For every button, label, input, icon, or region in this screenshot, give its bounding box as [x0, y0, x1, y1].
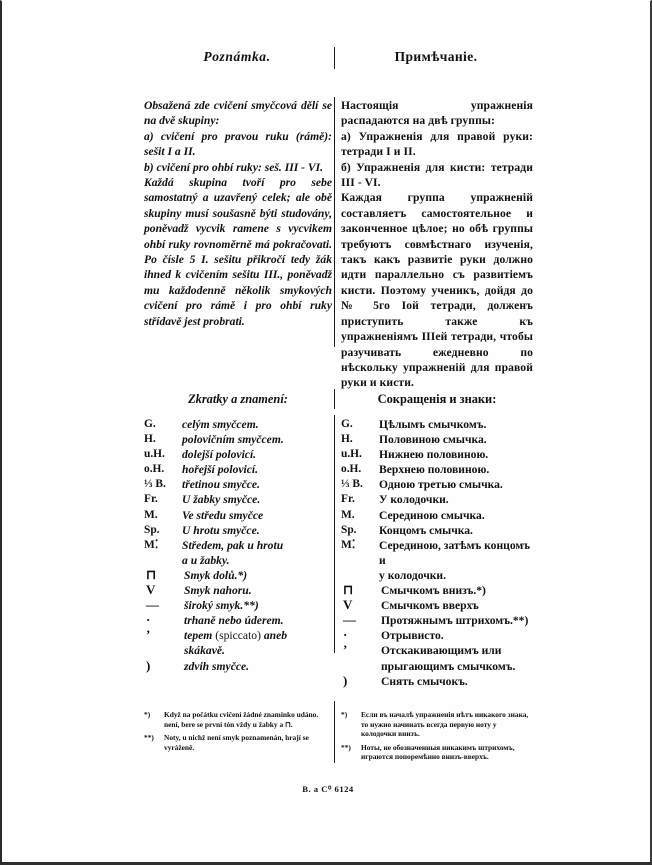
abbreviation-row	[144, 568, 332, 583]
definition-text: Концомъ смычка.	[379, 523, 473, 537]
abbreviation-row	[144, 523, 332, 538]
russian-note-paragraph: б) Упражненія для кисти: тетради III - VI.	[341, 160, 533, 190]
definition-text: U žabky smyčce.	[182, 493, 261, 507]
definition-text: Серединою, затѣмъ концомъ и	[379, 538, 531, 567]
definition-text: Smyk dolů.*)	[184, 568, 248, 582]
abbreviation-symbol: M.	[144, 508, 158, 521]
abbreviation-symbol: Sp.	[144, 523, 160, 536]
definition-text: Верхнею половиною.	[379, 463, 490, 477]
definition-text: dolejší polovicí.	[182, 448, 257, 462]
abbreviation-definition	[379, 492, 535, 507]
divider-rule-note-body	[334, 97, 335, 347]
abbreviation-symbol: )	[146, 657, 151, 673]
footnote-text: Když na počátku cvičení žádné znaminko udáno. není, bere se první tón vždy u žabky a ⊓.	[164, 710, 319, 729]
abbreviation-row	[144, 432, 332, 447]
abbreviation-definition	[184, 659, 332, 674]
abbreviation-definition	[381, 583, 535, 598]
definition-text: tepem	[184, 629, 216, 643]
abbreviation-row	[341, 462, 535, 477]
abbreviation-symbol: u.H.	[341, 448, 362, 461]
abbreviation-symbol: ʼ	[146, 627, 151, 643]
definition-text: celým smyčcem.	[182, 418, 259, 431]
abbreviation-row	[144, 613, 332, 628]
definition-text: aneb	[260, 629, 288, 643]
russian-note-text	[341, 98, 533, 391]
russian-column-header: Примѣчаніе.	[394, 49, 478, 64]
abbreviation-row	[144, 462, 332, 477]
definition-continuation: skákavě.	[184, 644, 225, 658]
definition-roman-term: (spiccato)	[215, 629, 261, 643]
definition-text: Протяжнымъ штрихомъ.**)	[381, 614, 529, 628]
russian-abbreviations-header: Сокращенія и знаки:	[377, 392, 497, 406]
abbreviation-definition	[182, 477, 332, 492]
abbreviation-row	[341, 538, 535, 583]
abbreviation-definition	[379, 462, 535, 477]
abbreviation-symbol: —	[146, 597, 159, 613]
abbreviation-symbol: V	[146, 582, 156, 598]
abbreviation-row	[341, 508, 535, 523]
abbreviation-symbol: ⅓ B.	[144, 478, 166, 491]
abbreviation-definition	[182, 432, 332, 447]
footnote-item	[144, 710, 330, 729]
abbreviation-symbol: )	[343, 672, 348, 688]
abbreviation-symbol: Fr.	[144, 493, 158, 506]
divider-rule-abbrev-body	[334, 415, 335, 653]
definition-continuation: a u žabky.	[182, 553, 230, 567]
definition-text: У колодочки.	[379, 493, 449, 507]
definition-text: hořejší polovicí.	[182, 463, 258, 477]
abbreviation-definition	[379, 432, 535, 447]
abbreviation-definition	[184, 628, 332, 658]
definition-text: třetinou smyčce.	[182, 478, 260, 492]
czech-note-paragraph: a) cvičení pro pravou ruku (rámě): sešit I a II.	[144, 129, 332, 159]
abbreviation-row	[341, 447, 535, 462]
abbreviation-symbol: Fr.	[341, 493, 355, 506]
definition-text: trhaně nebo úderem.	[184, 614, 284, 628]
abbreviation-definition	[381, 598, 535, 613]
abbreviation-symbol: G.	[144, 418, 156, 430]
abbreviation-row	[144, 492, 332, 507]
abbreviation-definition	[379, 538, 535, 583]
footnote-text: Ноты, не обозначенныя никакимъ штрихомъ, играются попоремѣнно внизъ-вверхъ.	[361, 742, 515, 762]
russian-note-paragraph: а) Упражненія для правой руки: тетради I и II.	[341, 129, 533, 159]
abbreviation-symbol: M⁚	[144, 538, 159, 551]
definition-text: Половиною смычка.	[379, 433, 487, 447]
abbreviation-definition	[184, 568, 332, 583]
abbreviation-symbol: Sp.	[341, 523, 357, 536]
czech-note-paragraph: Každá skupina tvoří pro sebe samostatný a uzavřený celek; ale obě skupiny musí soušasně býti studovány, poněvadž vycvik ramene s vycvikem ohbí ruky rovnoměrně má pokračovati. Po čísle 5 I. sešitu přikročí tedy žák ihned k cvičením sešitu III., poněvadž mu každodenně několik smykových cvičení pro rámě i pro ohbí ruky střídavě jest probrati.	[144, 176, 332, 328]
abbreviation-symbol: u.H.	[144, 448, 165, 461]
footnote-marker: **)	[144, 733, 154, 743]
abbreviation-row	[341, 598, 535, 613]
abbreviation-definition	[182, 538, 332, 568]
abbreviation-definition	[182, 417, 332, 432]
abbreviation-symbol: V	[343, 597, 353, 613]
czech-abbreviation-list	[144, 417, 332, 674]
abbreviation-definition	[184, 583, 332, 598]
footnote-text: Noty, u nichž není smyk poznamenán, hrají se vyráženě.	[164, 733, 309, 752]
abbreviation-symbol: H.	[144, 433, 156, 446]
plate-number: B. a C⁰ 6124	[302, 784, 354, 794]
russian-note-paragraph: Настоящія упражненія распадаются на двѣ группы:	[341, 99, 533, 128]
czech-note-paragraph: Obsažená zde cvičení smyčcová dělí se na dvě skupiny:	[144, 99, 332, 128]
abbreviation-row	[341, 643, 535, 673]
footnote-item	[341, 743, 533, 762]
abbreviation-definition	[182, 492, 332, 507]
abbreviation-definition	[184, 598, 332, 613]
czech-note-paragraph: b) cvičení pro ohbí ruky: seš. III - VI.	[144, 160, 324, 174]
abbreviation-symbol: o.H.	[341, 463, 362, 476]
abbreviation-row	[144, 628, 332, 658]
abbreviation-row	[144, 598, 332, 613]
abbreviation-definition	[379, 508, 535, 523]
definition-text: Отрывисто.	[381, 629, 444, 643]
abbreviation-row	[144, 583, 332, 598]
definition-text: Цѣлымъ смычкомъ.	[379, 418, 487, 431]
definition-text: Смычкомъ внизъ.*)	[381, 584, 486, 598]
footnote-marker: **)	[341, 742, 351, 752]
abbreviation-definition	[381, 613, 535, 628]
russian-abbreviation-list	[341, 417, 535, 689]
abbreviation-row	[341, 417, 535, 432]
abbreviation-row	[341, 523, 535, 538]
definition-continuation: у колодочки.	[379, 568, 446, 582]
czech-note-text	[144, 98, 332, 329]
definition-text: Ve středu smyčce	[182, 508, 264, 522]
abbreviation-symbol: ⅓ B.	[341, 478, 363, 491]
abbreviation-definition	[379, 477, 535, 492]
definition-text: Нижнею половиною.	[379, 448, 489, 462]
definition-text: široký smyk.**)	[184, 599, 259, 613]
abbreviation-row	[341, 492, 535, 507]
abbreviation-symbol: —	[343, 612, 356, 628]
definition-text: Снять смычокъ.	[381, 674, 468, 688]
abbreviation-symbol: ʼ	[343, 642, 348, 658]
abbreviation-definition	[381, 674, 535, 689]
abbreviation-symbol: o.H.	[144, 463, 165, 476]
abbreviation-symbol: M⁚	[341, 538, 356, 551]
abbreviation-symbol: ⊓	[146, 566, 157, 582]
divider-rule-abbrev-header	[334, 389, 335, 409]
abbreviation-row	[341, 583, 535, 598]
abbreviation-row	[144, 477, 332, 492]
definition-continuation: прыгающимъ смычкомъ.	[381, 659, 516, 673]
footnote-marker: *)	[144, 710, 151, 719]
abbreviation-row	[341, 432, 535, 447]
abbreviation-row	[144, 508, 332, 523]
definition-text: Смычкомъ вверхъ	[381, 599, 479, 613]
abbreviation-row	[144, 447, 332, 462]
abbreviation-definition	[379, 447, 535, 462]
abbreviation-row	[144, 538, 332, 568]
definition-text: Отскакивающимъ или	[381, 644, 502, 658]
footnote-text: Если въ началѣ упражненія нѣтъ никакого знака, то нужно начинать всегда первую ноту у колодочки внизъ.	[361, 710, 529, 739]
footnote-marker: *)	[341, 710, 348, 719]
abbreviation-definition	[182, 447, 332, 462]
definition-text: Серединою смычка.	[379, 508, 485, 522]
abbreviation-definition	[381, 643, 535, 673]
definition-text: zdvih smyčce.	[184, 659, 250, 673]
czech-abbreviations-header: Zkratky a znamení:	[188, 392, 288, 406]
abbreviation-row	[144, 659, 332, 674]
abbreviation-definition	[379, 523, 535, 538]
russian-footnotes	[341, 710, 533, 766]
abbreviation-definition	[182, 462, 332, 477]
abbreviation-definition	[182, 523, 332, 538]
abbreviation-row	[341, 674, 535, 689]
definition-text: polovičním smyčcem.	[182, 433, 284, 447]
abbreviation-row	[144, 417, 332, 432]
abbreviation-symbol: ⊓	[343, 582, 354, 598]
russian-note-paragraph: Каждая группа упражненій составляетъ самостоятельное и законченное цѣлое; но обѣ группы требуютъ совмѣстнаго изученія, такъ какъ развитіе руки должно идти параллельно съ развитіемъ кисти. Поэтому ученикъ, дойдя до № 5го Iой тетради, долженъ приступить также къ упражненіямъ IIIей тетради, чтобы разучивать ежедневно по нѣскольку упражненій для правой руки и кисти.	[341, 191, 533, 390]
definition-text: Středem, pak u hrotu	[182, 538, 284, 552]
abbreviation-symbol: ·	[343, 627, 348, 643]
abbreviation-symbol: ·	[146, 612, 151, 628]
definition-text: U hrotu smyčce.	[182, 523, 260, 537]
abbreviation-row	[341, 613, 535, 628]
abbreviation-definition	[379, 417, 535, 432]
abbreviation-definition	[182, 508, 332, 523]
abbreviation-symbol: M.	[341, 508, 355, 521]
czech-column-header: Poznámka.	[203, 49, 271, 64]
definition-text: Одною третью смычка.	[379, 478, 503, 492]
abbreviation-symbol: G.	[341, 418, 353, 430]
column-headers	[142, 49, 532, 73]
abbreviation-definition	[381, 628, 535, 643]
czech-footnotes	[144, 710, 330, 756]
footnote-item	[144, 733, 330, 752]
definition-text: Smyk nahoru.	[184, 584, 252, 598]
divider-rule-header-top	[334, 47, 335, 69]
abbreviation-row	[341, 477, 535, 492]
abbreviation-definition	[184, 613, 332, 628]
abbreviation-symbol: H.	[341, 433, 353, 446]
abbreviation-row	[341, 628, 535, 643]
footnote-item	[341, 710, 533, 739]
divider-rule-footnotes	[334, 701, 335, 763]
